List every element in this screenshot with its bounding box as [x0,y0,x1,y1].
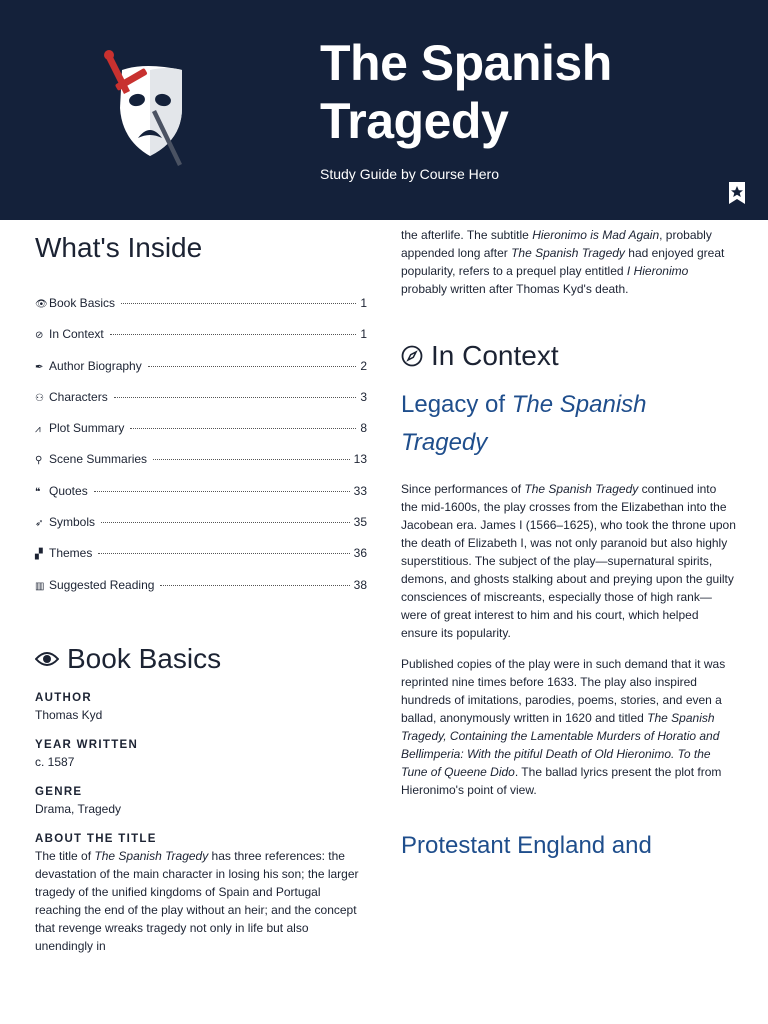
about-title-paragraph [35,847,367,955]
toc-item-in-context[interactable] [35,327,367,358]
toc-page: 3 [360,389,367,404]
toc-leader [101,522,350,523]
toc-item-quotes[interactable] [35,484,367,515]
whats-inside-heading: What's Inside [35,232,203,263]
toc-label: Suggested Reading [49,577,155,592]
author-label: AUTHOR [35,691,92,704]
quote-icon: ❝ [35,486,41,498]
genre-value: Drama, Tragedy [35,801,122,816]
text-run: . The ballad lyrics present the plot from Hieronimo's point of view. [401,765,722,797]
italic-run: The Spanish Tragedy, Containing the Lamentable Murders of Horatio and Bellimperia: With the pitiful Death of Old Hieronimo. To the Tune of Queene Dido [401,711,720,779]
compass-icon: ⊘ [35,330,44,342]
text-run: had enjoyed great popularity, refers to a prequel play entitled [401,246,725,278]
toc-label: Themes [49,546,93,561]
toc-leader [148,366,357,367]
book-basics-heading-text: Book Basics [67,642,222,674]
genre-label: GENRE [35,785,83,798]
toc-item-plot-summary[interactable] [35,421,367,452]
table-of-contents [35,296,367,609]
toc-label: Plot Summary [49,421,125,436]
text-run: Since performances of [401,482,525,496]
eye-icon: 👁 [35,299,48,310]
toc-label: Scene Summaries [49,452,148,467]
quill-icon: ✒ [35,361,44,373]
toc-item-scene-summaries[interactable] [35,452,367,483]
compass-icon [401,345,423,367]
toc-leader [160,585,349,586]
toc-item-author-biography[interactable] [35,359,367,390]
toc-item-themes[interactable] [35,546,367,577]
toc-item-characters[interactable] [35,390,367,421]
toc-leader [98,553,349,554]
toc-page: 35 [353,515,367,530]
about-title-label: ABOUT THE TITLE [35,832,157,845]
books-icon: ▥ [35,580,45,592]
text-run: probably written after Thomas Kyd's death. [401,282,629,296]
toc-leader [114,397,357,398]
text-run: continued into the mid-1600s, the play crosses from the Elizabethan into the Jacobean era. James I (1566–1625), who took the throne upon the death of Elizabeth I, was not only paranoid but also highly superstitious. The subject of the play—supernatural spirits, demons, and ghosts stalking about and preying upon the guilty consciences of miscreants, especially those of high rank—were of great interest to him and his court, which helped ensure its popularity. [401,482,736,640]
left-column [35,228,367,955]
toc-label: Book Basics [49,296,116,310]
toc-page: 8 [360,421,367,436]
toc-leader [130,428,356,429]
text-run: Legacy of [401,391,512,418]
italic-run: I Hieronimo [626,264,689,278]
italic-run: Hieronimo is Mad Again [532,228,660,242]
legacy-paragraph-2 [401,655,736,799]
toc-leader [121,303,356,304]
guide-title: The Spanish Tragedy [320,35,612,149]
italic-run: The Spanish Tragedy [94,848,209,863]
text-run: The title of [35,848,95,863]
toc-page: 33 [353,483,367,498]
toc-label: Quotes [49,483,88,498]
author-value: Thomas Kyd [35,707,103,722]
guide-subtitle: Study Guide by Course Hero [320,166,499,182]
text-run: Published copies of the play were in such demand that it was reprinted nine times before 1633. The play also inspired hundreds of imitations, parodies, poems, stories, and even a ballad, anonymously written in 1620 and titled [401,657,726,725]
toc-label: In Context [49,327,104,342]
toc-page: 1 [360,296,367,310]
header-banner [0,0,768,220]
chart-icon: ⩘ [35,424,41,436]
toc-item-symbols[interactable] [35,515,367,546]
people-icon: ⚇ [35,392,44,404]
text-run: the afterlife. The subtitle [401,228,533,242]
legacy-paragraph-1 [401,480,736,642]
toc-leader [153,459,350,460]
italic-run: The Spanish Tragedy [511,246,625,260]
toc-page: 36 [353,546,367,561]
toc-leader [94,491,350,492]
year-label: YEAR WRITTEN [35,738,139,751]
legacy-heading [401,386,736,462]
toc-item-book-basics[interactable] [35,296,367,327]
right-column [401,226,736,865]
year-value: c. 1587 [35,754,75,769]
toc-item-suggested-reading[interactable] [35,578,367,609]
in-context-heading [401,340,736,372]
theater-mask-dagger-icon [100,48,190,173]
bird-icon: ➶ [35,518,44,530]
eye-icon [35,651,59,667]
toc-label: Characters [49,389,108,404]
toc-page: 1 [360,327,367,342]
toc-page: 2 [360,358,367,373]
book-basics-heading [35,643,367,675]
toc-label: Symbols [49,515,96,530]
continued-paragraph [401,226,736,298]
protestant-england-heading: Protestant England and [401,832,652,859]
toc-page: 38 [353,577,367,592]
toc-leader [110,334,357,335]
text-run: , probably appended long after [401,228,712,260]
toc-page: 13 [353,452,367,467]
puzzle-icon: ▞ [35,549,43,561]
magnifier-icon: ⚲ [35,455,43,467]
toc-label: Author Biography [49,358,142,373]
bookmark-star-icon[interactable] [727,182,747,204]
in-context-heading-text: In Context [431,340,559,371]
italic-run: The Spanish Tragedy [401,391,647,456]
text-run: has three references: the devastation of the main character in losing his son; the larger tragedy of the unified kingdoms of Spain and Portugal reaching the end of the play without an heir; and the concept that revenge wreaks tragedy not only in life but also unendingly in [35,848,359,953]
italic-run: The Spanish Tragedy [524,482,639,496]
